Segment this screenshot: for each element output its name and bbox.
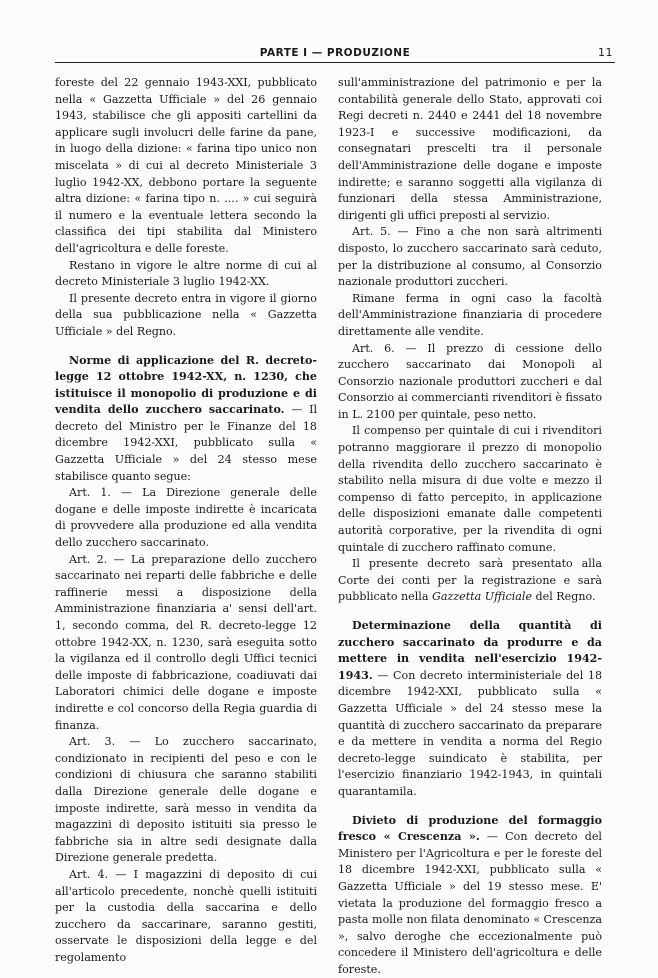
section-heading: Norme di applicazione del R. decreto-legge 12 ottobre 1942-XX, n. 1230, che istituisce il monopolio di produzione e di vendita dello zucchero saccarinato. [55, 353, 317, 417]
article-6: Art. 6. — Il prezzo di cessione dello zucchero saccarinato dai Monopoli al Consorzio nazionale produttori zuccheri e dal Consorzio ai commercianti rivenditori è fissato in L. 2100 per quintale, peso netto. [338, 341, 602, 421]
section-crescenza [338, 813, 602, 978]
section-saccarinato-norme [55, 353, 317, 486]
article-3: Art. 3. — Lo zucchero saccarinato, condizionato in recipienti del peso e con le condizioni di chiusura che saranno stabiliti dalla Direzione generale delle dogane e imposte indirette, sarà messo in vendita da magazzini di deposito istituiti sia presso le fabbriche sia in altre sedi designate dalla Direzione generale predetta. [55, 735, 317, 865]
left-column [55, 75, 317, 966]
section-quantita-zucchero [338, 618, 602, 801]
paragraph: foreste del 22 gennaio 1943-XXI, pubblicato nella « Gazzetta Ufficiale » del 26 gennaio 1943, stabilisce che gli appositi cartellini da applicare sugli involucri delle farine da pane, in luogo della dizione: « farina tipo unico non miscelata » di cui al decreto Ministeriale 3 luglio 1942-XX, debbono portare la seguente altra dizione: « farina tipo n. .... » cui seguirà il numero e la eventuale lettera secondo la classifica dei tipi stabilita dal Ministero dell'agricoltura e delle foreste. [55, 76, 317, 255]
closing-text: Il presente decreto sarà presentato alla Corte dei conti per la registrazione e sarà pubblicato nella [338, 557, 602, 604]
paragraph: Restano in vigore le altre norme di cui al decreto Ministeriale 3 luglio 1942-XX. [55, 258, 317, 289]
article-2: Art. 2. — La preparazione dello zucchero saccarinato nei reparti delle fabbriche e delle raffinerie messi a disposizione della Amministrazione finanziaria a' sensi dell'art. 1, secondo comma, del R. decreto-legge 12 ottobre 1942-XX, n. 1230, sarà eseguita sotto la vigilanza ed il controllo degli Uffici tecnici delle imposte di fabbricazione, coadiuvati dai Laboratori chimici delle dogane e imposte indirette e col concorso della Regia guardia di finanza. [55, 552, 317, 732]
closing-paragraph [338, 556, 602, 606]
paragraph: Rimane ferma in ogni caso la facoltà dell'Amministrazione finanziaria di procedere direttamente alle vendite. [338, 291, 602, 338]
article-5: Art. 5. — Fino a che non sarà altrimenti disposto, lo zucchero saccarinato sarà ceduto, per la distribuzione al consumo, al Consorzio nazionale produttori zuccheri. [338, 225, 602, 289]
closing-text-end: del Regno. [532, 590, 596, 604]
section-heading: Determinazione della quantità di zucchero saccarinato da produrre e da mettere in vendita nell'esercizio 1942-1943. [338, 619, 602, 682]
right-column [338, 75, 602, 978]
section-text: — Con decreto del Ministero per l'Agricoltura e per le foreste del 18 dicembre 1942-XXI, pubblicato sulla « Gazzetta Ufficiale » del 19 stesso mese. E' vietata la produzione del formaggio fresco a pasta molle non filata denominato « Crescenza », salvo deroghe che eccezionalmente può concedere il Ministero dell'agricoltura e delle foreste. [338, 830, 602, 976]
section-intro: — Il decreto del Ministro per le Finanze del 18 dicembre 1942-XXI, pubblicato sulla « Gazzetta Ufficiale » del 24 stesso mese stabilisce quanto segue: [55, 403, 318, 483]
article-4: Art. 4. — I magazzini di deposito di cui all'articolo precedente, nonchè quelli istituiti per la custodia della saccarina e dello zucchero da saccarinare, saranno gestiti, osservate le disposizioni della legge e del regolamento [55, 867, 317, 964]
section-heading: Divieto di produzione del formaggio fresco « Crescenza ». [338, 813, 602, 844]
paragraph: Il compenso per quintale di cui i rivenditori potranno maggiorare il prezzo di monopolio della rivendita dello zucchero saccarinato è stabilito nella misura di due volte e mezzo il compenso di fatto percepito, in applicazione delle disposizioni emanate dalle competenti autorità corporative, per la rivendita di ogni quintale di zucchero raffinato comune. [338, 424, 602, 554]
section-text: — Con decreto interministeriale del 18 dicembre 1942-XXI, pubblicato sulla « Gazzetta Ufficiale » del 24 stesso mese la quantità di zucchero saccarinato da preparare e da mettere in vendita a norma del Regio decreto-legge suindicato è stabilita, per l'esercizio finanziario 1942-1943, in quintali quarantamila. [338, 668, 602, 798]
paragraph: sull'amministrazione del patrimonio e per la contabilità generale dello Stato, approvati coi Regi decreti n. 2440 e 2441 del 18 novembre 1923-I e successive modificazioni, da consegnatari prescelti tra il personale dell'Amministrazione delle dogane e imposte indirette; e saranno soggetti alla vigilanza di funzionari della stessa Amministrazione, dirigenti gli uffici preposti al servizio. [338, 76, 602, 222]
gazzetta-title: Gazzetta Ufficiale [431, 590, 533, 604]
article-1: Art. 1. — La Direzione generale delle dogane e delle imposte indirette è incaricata di provvedere alla produzione ed alla vendita dello zucchero saccarinato. [55, 486, 317, 550]
running-header [55, 44, 615, 63]
page-number: 11 [598, 46, 613, 59]
header-title: PARTE I — PRODUZIONE [259, 47, 411, 59]
paragraph: Il presente decreto entra in vigore il giorno della sua pubblicazione nella « Gazzetta Ufficiale » del Regno. [55, 291, 317, 338]
